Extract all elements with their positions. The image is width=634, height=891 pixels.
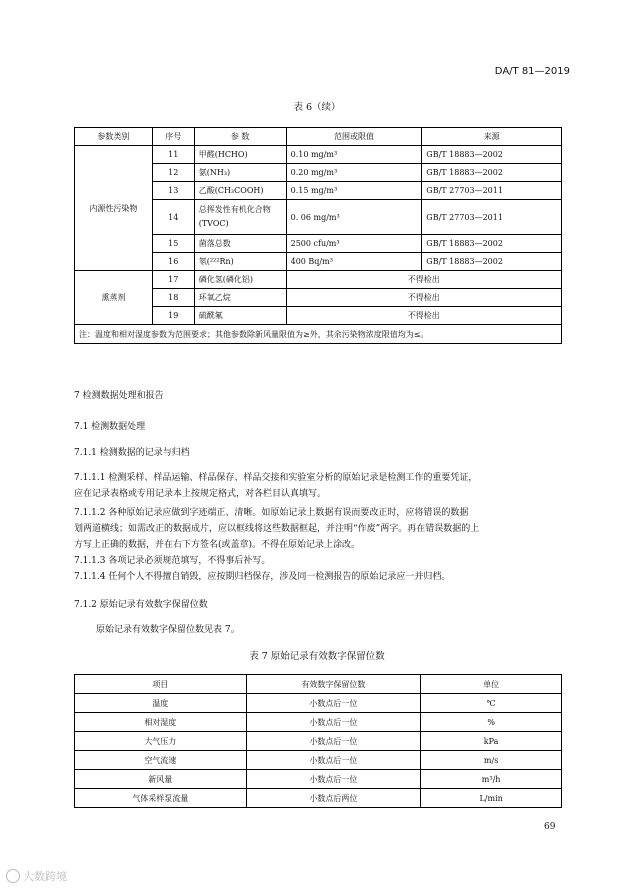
row-unit: kPa bbox=[421, 732, 562, 751]
table6-header-row bbox=[75, 128, 562, 146]
row-source: GB/T 27703—2011 bbox=[422, 200, 562, 235]
heading-7: 7 检测数据处理和报告 bbox=[74, 391, 164, 401]
table-row bbox=[75, 146, 562, 164]
group-label: 内源性污染物 bbox=[75, 146, 153, 271]
row-unit: m/s bbox=[421, 751, 562, 770]
para-7-1-1-1-cont: 应在记录表格或专用记录本上按规定格式，对各栏目认真填写。 bbox=[74, 489, 327, 499]
row-item: 新风量 bbox=[75, 770, 247, 789]
heading-7-1-2: 7.1.2 原始记录有效数字保留位数 bbox=[74, 600, 208, 610]
row-no: 11 bbox=[152, 146, 194, 164]
table6-note-row bbox=[75, 325, 562, 344]
row-item: 空气流速 bbox=[75, 751, 247, 770]
heading-7-1-1: 7.1.1 检测数据的记录与归档 bbox=[74, 448, 190, 458]
row-no: 19 bbox=[152, 307, 194, 325]
table7-caption: 表 7 原始记录有效数字保留位数 bbox=[249, 651, 385, 662]
row-no: 17 bbox=[152, 271, 194, 289]
table-row bbox=[75, 770, 562, 789]
row-source: GB/T 18883—2002 bbox=[422, 146, 562, 164]
row-no: 13 bbox=[152, 182, 194, 200]
para-7-1-1-3: 7.1.1.3 各项记录必须规范填写，不得事后补写。 bbox=[74, 556, 271, 566]
row-param: 菌落总数 bbox=[194, 235, 286, 253]
row-limit: 0.15 mg/m³ bbox=[286, 182, 422, 200]
row-unit: ℃ bbox=[421, 694, 562, 713]
para-7-1-1-2-cont2: 方写上正确的数据，并在右下方签名(或盖章)。不得在原始记录上涂改。 bbox=[74, 540, 361, 550]
row-digits: 小数点后一位 bbox=[246, 751, 421, 770]
row-item: 相对湿度 bbox=[75, 713, 247, 732]
table7-header: 有效数字保留位数 bbox=[246, 675, 421, 694]
row-param: 乙酸(CH₃COOH) bbox=[194, 182, 286, 200]
row-no: 15 bbox=[152, 235, 194, 253]
para-7-1-1-2: 7.1.1.2 各种原始记录应做到字迹端正、清晰。如原始记录上数据有误而要改正时，应将错误的数据 bbox=[74, 508, 469, 518]
row-digits: 小数点后一位 bbox=[246, 770, 421, 789]
table-row bbox=[75, 271, 562, 289]
table-row bbox=[75, 713, 562, 732]
para-7-1-2: 原始记录有效数字保留位数见表 7。 bbox=[96, 625, 240, 635]
table6-header: 参 数 bbox=[194, 128, 286, 146]
row-item: 气体采样泵流量 bbox=[75, 789, 247, 808]
row-no: 14 bbox=[152, 200, 194, 235]
heading-7-1: 7.1 检测数据处理 bbox=[74, 422, 146, 432]
row-digits: 小数点后一位 bbox=[246, 732, 421, 751]
table6-caption: 表 6（续） bbox=[293, 102, 341, 113]
row-limit: 0. 06 mg/m³ bbox=[286, 200, 422, 235]
table7-header-row bbox=[75, 675, 562, 694]
table7 bbox=[74, 674, 562, 808]
row-source: GB/T 18883—2002 bbox=[422, 164, 562, 182]
row-param: 总挥发性有机化合物(TVOC) bbox=[194, 200, 286, 235]
row-limit: 0.10 mg/m³ bbox=[286, 146, 422, 164]
table-row bbox=[75, 789, 562, 808]
row-value: 不得检出 bbox=[286, 289, 561, 307]
group-label: 熏蒸剂 bbox=[75, 271, 153, 325]
row-digits: 小数点后一位 bbox=[246, 713, 421, 732]
row-no: 18 bbox=[152, 289, 194, 307]
row-param: 氨(NH₃) bbox=[194, 164, 286, 182]
row-source: GB/T 18883—2002 bbox=[422, 253, 562, 271]
row-no: 16 bbox=[152, 253, 194, 271]
row-limit: 400 Bq/m³ bbox=[286, 253, 422, 271]
standard-code: DA/T 81—2019 bbox=[494, 66, 570, 77]
table6-header: 范围或限值 bbox=[286, 128, 422, 146]
para-7-1-1-4: 7.1.1.4 任何个人不得擅自销毁，应按期归档保存，涉及同一检测报告的原始记录应一并归档。 bbox=[74, 572, 451, 582]
row-param: 磷化氢(磷化铝) bbox=[194, 271, 286, 289]
row-unit: L/min bbox=[421, 789, 562, 808]
table-row bbox=[75, 732, 562, 751]
row-param: 甲醛(HCHO) bbox=[194, 146, 286, 164]
watermark-logo-icon bbox=[6, 869, 20, 883]
table7-header: 单位 bbox=[421, 675, 562, 694]
row-unit: % bbox=[421, 713, 562, 732]
table6-header: 参数类别 bbox=[75, 128, 153, 146]
page-number: 69 bbox=[544, 822, 556, 832]
table6-header: 序号 bbox=[152, 128, 194, 146]
row-value: 不得检出 bbox=[286, 271, 561, 289]
table6-header: 来源 bbox=[422, 128, 562, 146]
row-source: GB/T 27703—2011 bbox=[422, 182, 562, 200]
para-7-1-1-1: 7.1.1.1 检测采样、样品运输、样品保存、样品交接和实验室分析的原始记录是检测工作的重要凭证， bbox=[74, 473, 478, 483]
row-param: 氡(²²²Rn) bbox=[194, 253, 286, 271]
row-unit: m³/h bbox=[421, 770, 562, 789]
row-param: 硫酰氟 bbox=[194, 307, 286, 325]
para-7-1-1-2-cont: 划两道横线；如需改正的数据成片，应以框线将这些数据框起，并注明“作废”两字。再在错误数据的上 bbox=[74, 524, 480, 534]
watermark-text: 大数跨境 bbox=[23, 870, 67, 883]
row-value: 不得检出 bbox=[286, 307, 561, 325]
row-digits: 小数点后两位 bbox=[246, 789, 421, 808]
row-limit: 0.20 mg/m³ bbox=[286, 164, 422, 182]
row-param: 环氧乙烷 bbox=[194, 289, 286, 307]
row-digits: 小数点后一位 bbox=[246, 694, 421, 713]
row-item: 温度 bbox=[75, 694, 247, 713]
watermark bbox=[6, 868, 67, 884]
row-source: GB/T 18883—2002 bbox=[422, 235, 562, 253]
table7-header: 项目 bbox=[75, 675, 247, 694]
table-row bbox=[75, 694, 562, 713]
table6 bbox=[74, 127, 562, 344]
table-row bbox=[75, 751, 562, 770]
row-item: 大气压力 bbox=[75, 732, 247, 751]
row-limit: 2500 cfu/m³ bbox=[286, 235, 422, 253]
table6-note: 注：温度和相对湿度参数为范围要求；其他参数除新风量限值为≥外，其余污染物浓度限值均为≤。 bbox=[75, 325, 562, 344]
row-no: 12 bbox=[152, 164, 194, 182]
